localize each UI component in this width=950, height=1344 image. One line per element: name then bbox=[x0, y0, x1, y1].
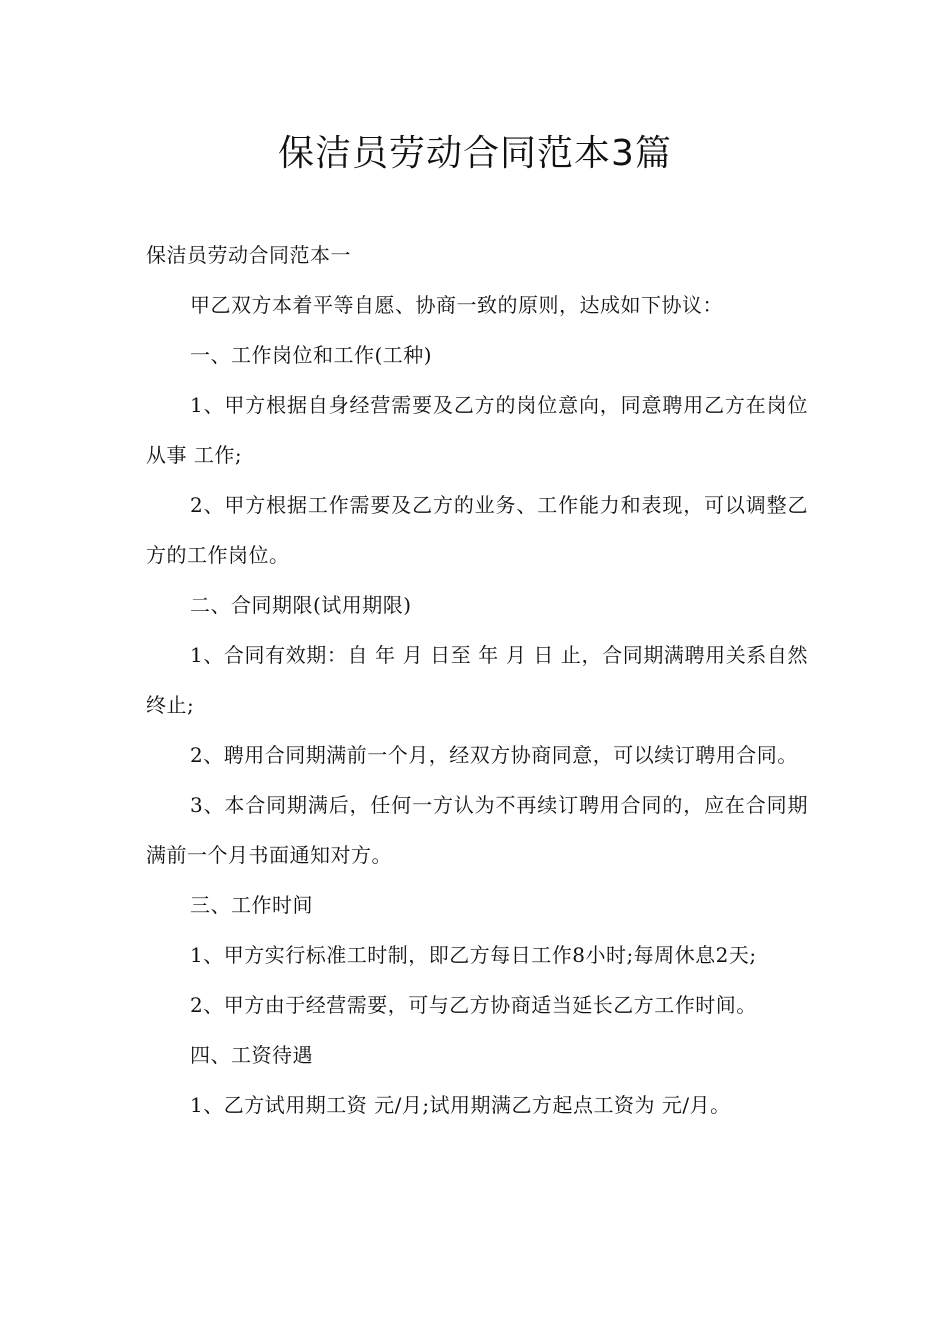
clause-heading-hours: 三、工作时间 bbox=[190, 893, 313, 917]
clause-paragraph: 2、聘用合同期满前一个月，经双方协商同意，可以续订聘用合同。 bbox=[190, 743, 798, 767]
clause-paragraph: 3、本合同期满后，任何一方认为不再续订聘用合同的，应在合同期满前一个月书面通知对方。 bbox=[146, 793, 808, 867]
clause-paragraph: 1、甲方实行标准工时制，即乙方每日工作8小时;每周休息2天; bbox=[190, 943, 757, 967]
clause-paragraph: 2、甲方根据工作需要及乙方的业务、工作能力和表现，可以调整乙方的工作岗位。 bbox=[146, 493, 808, 567]
clause-heading-wages: 四、工资待遇 bbox=[190, 1043, 313, 1067]
clause-heading-term: 二、合同期限(试用期限) bbox=[190, 593, 412, 617]
clause-paragraph: 2、甲方由于经营需要，可与乙方协商适当延长乙方工作时间。 bbox=[190, 993, 757, 1017]
clause-paragraph: 1、合同有效期：自 年 月 日至 年 月 日 止，合同期满聘用关系自然终止; bbox=[146, 643, 808, 717]
section-heading: 保洁员劳动合同范本一 bbox=[146, 243, 351, 267]
document-body bbox=[146, 230, 808, 1130]
document-title: 保洁员劳动合同范本3篇 bbox=[278, 133, 672, 174]
paragraph-intro: 甲乙双方本着平等自愿、协商一致的原则，达成如下协议： bbox=[190, 293, 723, 317]
clause-paragraph: 1、乙方试用期工资 元/月;试用期满乙方起点工资为 元/月。 bbox=[190, 1093, 731, 1117]
clause-paragraph: 1、甲方根据自身经营需要及乙方的岗位意向，同意聘用乙方在岗位从事 工作; bbox=[146, 393, 808, 467]
clause-heading-position: 一、工作岗位和工作(工种) bbox=[190, 343, 433, 367]
